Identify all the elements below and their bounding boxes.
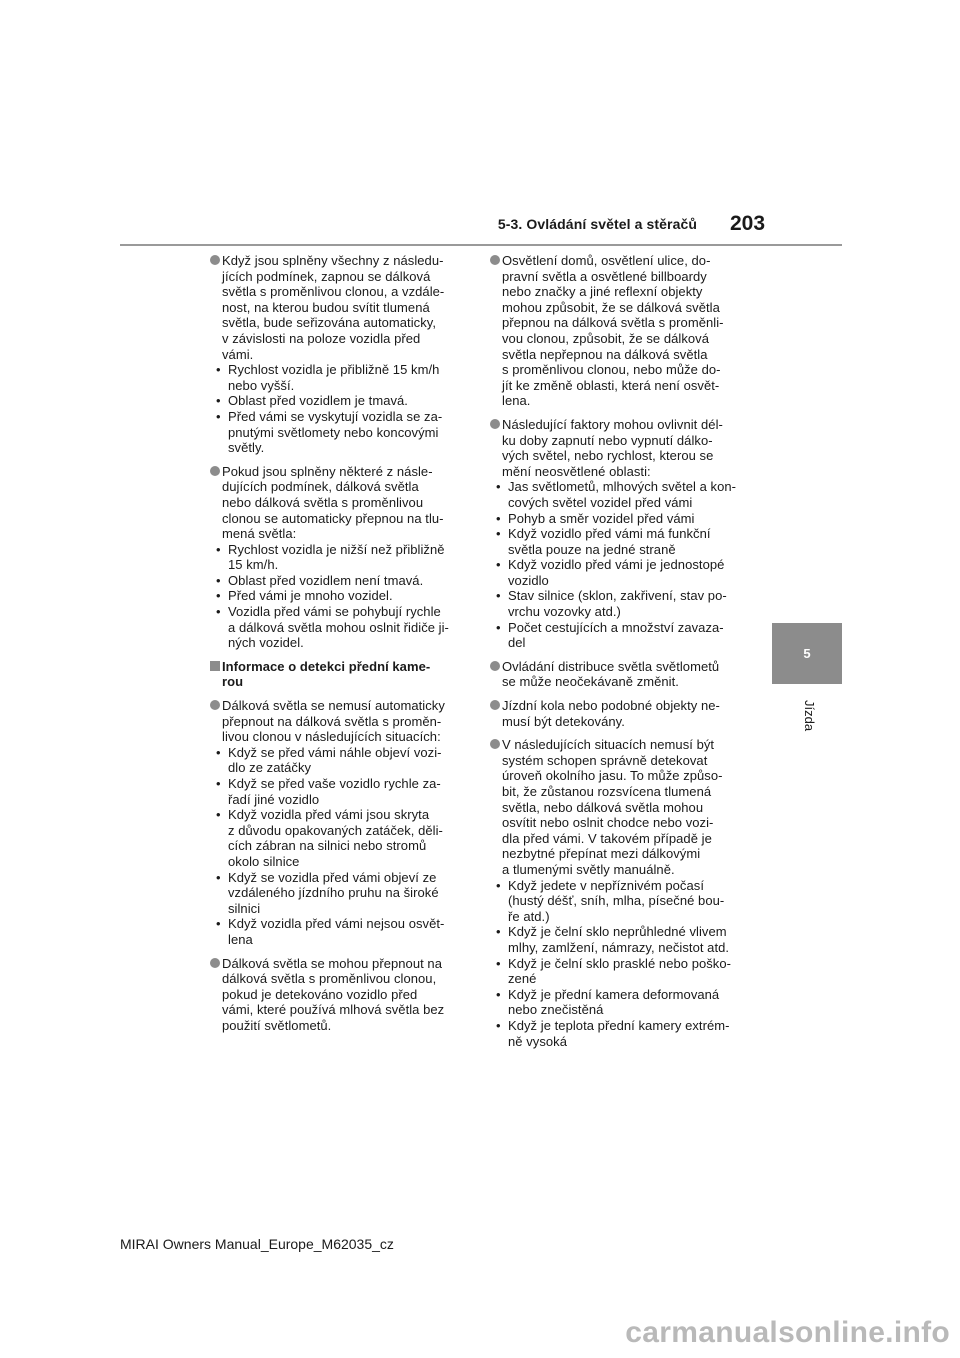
- paragraph-text: Dálková světla se nemusí automaticky přepnout na dálková světla s proměn- livou clonou v následujících situacích:: [222, 698, 445, 745]
- list-item: • Před vámi se vyskytují vozidla se za- pnutými světlomety nebo koncovými světly.: [210, 409, 463, 456]
- chapter-number: 5: [803, 646, 811, 661]
- subsection-heading: [210, 659, 463, 690]
- list-item: • Když vozidlo před vámi je jednostopé vozidlo: [490, 557, 743, 588]
- list-item: • Před vámi je mnoho vozidel.: [210, 588, 463, 604]
- bullet-list: [210, 542, 463, 651]
- header-divider: [120, 244, 842, 246]
- list-item: • Když se před vámi náhle objeví vozi- dlo ze zatáčky: [210, 745, 463, 776]
- list-item: • Rychlost vozidla je nižší než přibližně 15 km/h.: [210, 542, 463, 573]
- paragraph-text: Osvětlení domů, osvětlení ulice, do- pravní světla a osvětlené billboardy nebo značky a jiné reflexní objekty mohou způsobit, že se dálková světla přepnou na dálková světla s proměnli- vou clonou, způsobit, že se dálková světla nepřepnou na dálková světla s proměnlivou clonou, nebo může do- jít ke změně oblasti, která není osvět- lena.: [502, 253, 724, 409]
- paragraph: [490, 417, 743, 651]
- paragraph: [490, 737, 743, 1049]
- paragraph-text: V následujících situacích nemusí být systém schopen správně detekovat úroveň okolního jasu. To může způso- bit, že zůstanou rozsvícena tlumená světla, nebo dálková světla mohou osvítit nebo oslnit chodce nebo vozi- dla před vámi. V takovém případě je nezbytné přepínat mezi dálkovými a tlumenými světly manuálně.: [502, 737, 723, 877]
- paragraph: [210, 253, 463, 456]
- paragraph-text: Ovládání distribuce světla světlometů se může neočekávaně změnit.: [502, 658, 720, 690]
- paragraph: [490, 253, 743, 409]
- chapter-tab: [772, 623, 842, 684]
- paragraph-text: Když jsou splněny všechny z následu- jících podmínek, zapnou se dálková světla s proměnlivou clonou, a vzdále- nost, na kterou budou svítit tlumená světla, bude seřizována automaticky, v závislosti na poloze vozidla před vámi.: [222, 253, 445, 362]
- list-item: • Když je čelní sklo neprůhledné vlivem mlhy, zamlžení, námrazy, nečistot atd.: [490, 924, 743, 955]
- bullet-list: [210, 362, 463, 456]
- circle-bullet-icon: [490, 739, 500, 749]
- circle-bullet-icon: [490, 255, 500, 265]
- square-bullet-icon: [210, 661, 220, 671]
- left-column: [210, 253, 463, 1042]
- list-item: • Když vozidla před vámi jsou skryta z důvodu opakovaných zatáček, děli- cích zábran na silnici nebo stromů okolo silnice: [210, 807, 463, 869]
- circle-bullet-icon: [210, 255, 220, 265]
- heading-text: Informace o detekci přední kame- rou: [222, 658, 431, 690]
- paragraph: [490, 659, 743, 690]
- list-item: • Když vozidlo před vámi má funkční světla pouze na jedné straně: [490, 526, 743, 557]
- paragraph: [210, 464, 463, 651]
- watermark: carmanualsonline.info: [625, 1316, 950, 1349]
- circle-bullet-icon: [490, 661, 500, 671]
- chapter-name: Jízda: [802, 700, 817, 732]
- list-item: • Když jedete v nepříznivém počasí (hustý déšť, sníh, mlha, písečné bou- ře atd.): [490, 878, 743, 925]
- circle-bullet-icon: [210, 958, 220, 968]
- list-item: • Když se vozidla před vámi objeví ze vzdáleného jízdního pruhu na široké silnici: [210, 870, 463, 917]
- circle-bullet-icon: [490, 700, 500, 710]
- list-item: • Když je přední kamera deformovaná nebo znečistěná: [490, 987, 743, 1018]
- list-item: • Pohyb a směr vozidel před vámi: [490, 511, 743, 527]
- list-item: • Když je čelní sklo prasklé nebo poško- zené: [490, 956, 743, 987]
- list-item: • Stav silnice (sklon, zakřivení, stav po- vrchu vozovky atd.): [490, 588, 743, 619]
- list-item: • Počet cestujících a množství zavaza- del: [490, 620, 743, 651]
- circle-bullet-icon: [210, 466, 220, 476]
- bullet-list: [490, 479, 743, 651]
- list-item: • Když vozidla před vámi nejsou osvět- lena: [210, 916, 463, 947]
- paragraph: [210, 956, 463, 1034]
- list-item: • Když je teplota přední kamery extrém- ně vysoká: [490, 1018, 743, 1049]
- list-item: • Vozidla před vámi se pohybují rychle a dálková světla mohou oslnit řidiče ji- ných vozidel.: [210, 604, 463, 651]
- right-column: [490, 253, 743, 1057]
- paragraph-text: Následující faktory mohou ovlivnit dél- ku doby zapnutí nebo vypnutí dálko- vých světel, nebo rychlost, kterou se mění neosvětlené oblasti:: [502, 416, 723, 479]
- paragraph: [210, 698, 463, 948]
- list-item: • Oblast před vozidlem není tmavá.: [210, 573, 463, 589]
- page-number: 203: [730, 212, 766, 235]
- circle-bullet-icon: [210, 700, 220, 710]
- section-title: 5-3. Ovládání světel a stěračů: [497, 216, 697, 232]
- bullet-list: [490, 878, 743, 1050]
- list-item: • Oblast před vozidlem je tmavá.: [210, 393, 463, 409]
- list-item: • Když se před vaše vozidlo rychle za- řadí jiné vozidlo: [210, 776, 463, 807]
- paragraph-text: Pokud jsou splněny některé z násle- dujících podmínek, dálková světla nebo dálková světla s proměnlivou clonou se automaticky přepnou na tlu- mená světla:: [222, 463, 444, 542]
- paragraph-text: Dálková světla se mohou přepnout na dálková světla s proměnlivou clonou, pokud je detekováno vozidlo před vámi, které používá mlhová světla bez použití světlometů.: [222, 955, 445, 1033]
- list-item: • Rychlost vozidla je přibližně 15 km/h nebo vyšší.: [210, 362, 463, 393]
- bullet-list: [210, 745, 463, 948]
- paragraph: [490, 698, 743, 729]
- list-item: • Jas světlometů, mlhových světel a kon- cových světel vozidel před vámi: [490, 479, 743, 510]
- circle-bullet-icon: [490, 419, 500, 429]
- footer-text: MIRAI Owners Manual_Europe_M62035_cz: [120, 1236, 394, 1252]
- paragraph-text: Jízdní kola nebo podobné objekty ne- musí být detekovány.: [502, 698, 720, 729]
